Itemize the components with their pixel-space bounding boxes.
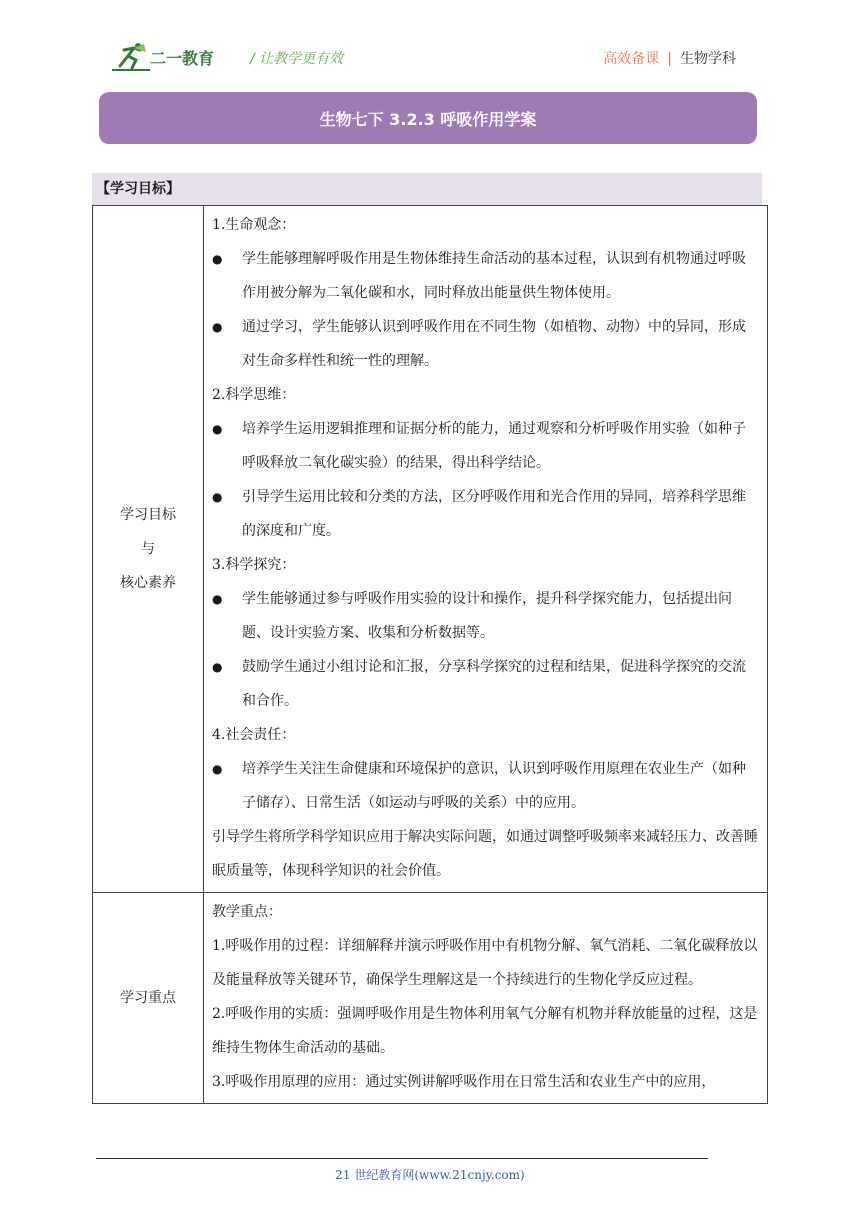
list-item — [212, 650, 759, 718]
list-item-text: 培养学生运用逻辑推理和证据分析的能力，通过观察和分析呼吸作用实验（如种子呼吸释放二氧化碳实验）的结果，得出科学结论。 — [242, 421, 746, 471]
subheading: 4.社会责任： — [212, 727, 296, 743]
objectives-table — [92, 205, 768, 1104]
list-item — [212, 412, 759, 480]
section-heading: 【学习目标】 — [92, 173, 762, 205]
footer-text: 21 世纪教育网(www.21cnjy.com) — [335, 1168, 525, 1182]
list-item — [212, 242, 759, 310]
label-line: 与 — [141, 541, 155, 557]
bullet-icon: ● — [212, 252, 223, 266]
bullet-icon: ● — [212, 660, 223, 674]
subheading: 1.生命观念： — [212, 217, 296, 233]
list-item-text: 培养学生关注生命健康和环境保护的意识，认识到呼吸作用原理在农业生产（如种子储存）、日常生活（如运动与呼吸的关系）中的应用。 — [242, 761, 746, 811]
label-line: 核心素养 — [120, 575, 176, 591]
list-item-text: 学生能够理解呼吸作用是生物体维持生命活动的基本过程，认识到有机物通过呼吸作用被分解为二氧化碳和水，同时释放出能量供生物体使用。 — [242, 251, 746, 301]
list-item — [212, 752, 759, 820]
objectives-content — [204, 206, 768, 893]
table-row — [93, 206, 768, 893]
bullet-icon: ● — [212, 490, 223, 504]
paragraph: 2.呼吸作用的实质：强调呼吸作用是生物体利用氧气分解有机物并释放能量的过程，这是维持生物体生命活动的基础。 — [212, 1006, 758, 1056]
runner-icon — [120, 48, 140, 68]
list-item — [212, 582, 759, 650]
header-separator: | — [667, 51, 672, 67]
subheading: 2.科学思维： — [212, 387, 296, 403]
key-points-content — [204, 893, 768, 1104]
list-item-text: 鼓励学生通过小组讨论和汇报，分享科学探究的过程和结果，促进科学探究的交流和合作。 — [242, 659, 746, 709]
header-right — [603, 48, 736, 68]
paragraph: 3.呼吸作用原理的应用：通过实例讲解呼吸作用在日常生活和农业生产中的应用， — [212, 1074, 716, 1090]
list-item-text: 引导学生运用比较和分类的方法，区分呼吸作用和光合作用的异同，培养科学思维的深度和广度。 — [242, 489, 746, 539]
page-title: 生物七下 3.2.3 呼吸作用学案 — [99, 92, 757, 144]
bullet-icon: ● — [212, 592, 223, 606]
footer-divider — [96, 1158, 708, 1159]
list-item-text: 通过学习，学生能够认识到呼吸作用在不同生物（如植物、动物）中的异同，形成对生命多样性和统一性的理解。 — [242, 319, 746, 369]
subheading: 教学重点： — [212, 904, 282, 920]
slogan: / 让教学更有效 — [250, 51, 344, 67]
paragraph: 1.呼吸作用的过程：详细解释并演示呼吸作用中有机物分解、氧气消耗、二氧化碳释放以及能量释放等关键环节，确保学生理解这是一个持续进行的生物化学反应过程。 — [212, 938, 758, 988]
subject-label: 生物学科 — [680, 51, 736, 67]
subheading: 3.科学探究： — [212, 557, 296, 573]
list-item — [212, 480, 759, 548]
efficient-prep-label: 高效备课 — [603, 51, 660, 67]
label-line: 学习目标 — [120, 507, 176, 523]
logo — [110, 42, 240, 72]
row-label-key-points: 学习重点 — [93, 893, 204, 1104]
bullet-icon: ● — [212, 320, 223, 334]
bullet-icon: ● — [212, 422, 223, 436]
list-item — [212, 310, 759, 378]
logo-text: 二一教育 — [150, 49, 215, 68]
table-row — [93, 893, 768, 1104]
row-label-objectives — [93, 206, 204, 893]
bullet-icon: ● — [212, 762, 223, 776]
list-item-text: 学生能够通过参与呼吸作用实验的设计和操作，提升科学探究能力，包括提出问题、设计实验方案、收集和分析数据等。 — [242, 591, 732, 641]
page-header — [110, 40, 750, 74]
paragraph: 引导学生将所学科学知识应用于解决实际问题，如通过调整呼吸频率来减轻压力、改善睡眠质量等，体现科学知识的社会价值。 — [212, 829, 758, 879]
